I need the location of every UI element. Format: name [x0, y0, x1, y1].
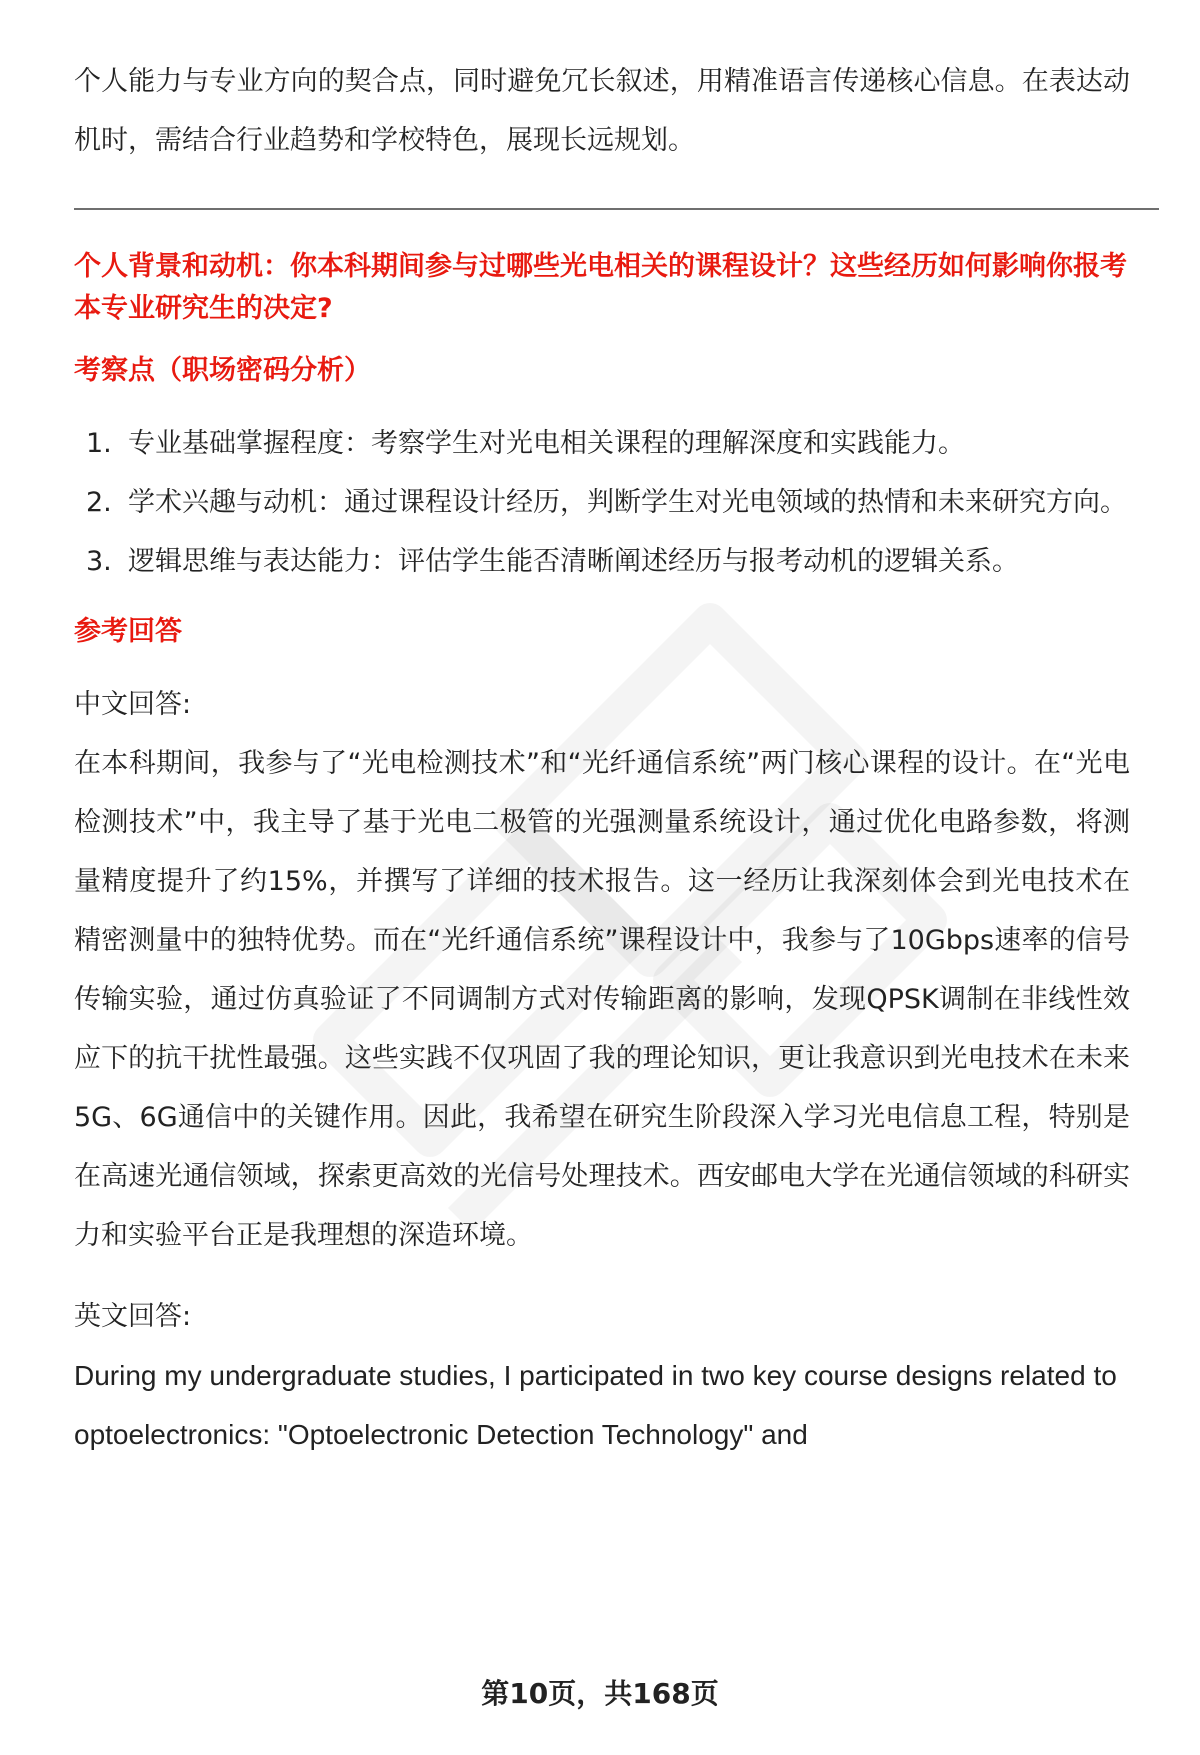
- chinese-answer-label: 中文回答:: [74, 689, 192, 720]
- reference-title: 参考回答: [74, 616, 182, 647]
- intro-paragraph: 个人能力与专业方向的契合点，同时避免冗长叙述，用精准语言传递核心信息。在表达动机时，需结合行业趋势和学校特色，展现长远规划。: [74, 66, 1130, 156]
- list-item: [74, 532, 1130, 591]
- question-heading: 个人背景和动机：你本科期间参与过哪些光电相关的课程设计？这些经历如何影响你报考本专业研究生的决定?: [74, 251, 1127, 324]
- assessment-title: 考察点（职场密码分析）: [74, 355, 371, 386]
- page-number-footer: 第10页，共168页: [481, 1677, 719, 1710]
- chinese-answer-text: 在本科期间，我参与了“光电检测技术”和“光纤通信系统”两门核心课程的设计。在“光电检测技术”中，我主导了基于光电二极管的光强测量系统设计，通过优化电路参数，将测量精度提升了约15%，并撰写了详细的技术报告。这一经历让我深刻体会到光电技术在精密测量中的独特优势。而在“光纤通信系统”课程设计中，我参与了10Gbps速率的信号传输实验，通过仿真验证了不同调制方式对传输距离的影响，发现QPSK调制在非线性效应下的抗干扰性最强。这些实践不仅巩固了我的理论知识，更让我意识到光电技术在未来5G、6G通信中的关键作用。因此，我希望在研究生阶段深入学习光电信息工程，特别是在高速光通信领域，探索更高效的光信号处理技术。西安邮电大学在光通信领域的科研实力和实验平台正是我理想的深造环境。: [74, 748, 1130, 1251]
- list-item-number: 1.: [86, 428, 112, 459]
- list-item-text: 学术兴趣与动机：通过课程设计经历，判断学生对光电领域的热情和未来研究方向。: [128, 487, 1127, 518]
- list-item-number: 2.: [86, 487, 112, 518]
- document-page: [74, 52, 1130, 1464]
- list-item-number: 3.: [86, 546, 112, 577]
- list-item: [74, 414, 1130, 473]
- spacer: [74, 1265, 1130, 1287]
- list-item-text: 逻辑思维与表达能力：评估学生能否清晰阐述经历与报考动机的逻辑关系。: [128, 546, 1019, 577]
- list-item-text: 专业基础掌握程度：考察学生对光电相关课程的理解深度和实践能力。: [128, 428, 965, 459]
- english-answer-text: During my undergraduate studies, I participated in two key course designs related to optoelectronics: "Optoelectronic Detection Technology" and: [74, 1360, 1117, 1450]
- english-answer-label: 英文回答:: [74, 1301, 192, 1332]
- assessment-list: [74, 414, 1130, 591]
- list-item: [74, 473, 1130, 532]
- section-divider: [74, 208, 1159, 210]
